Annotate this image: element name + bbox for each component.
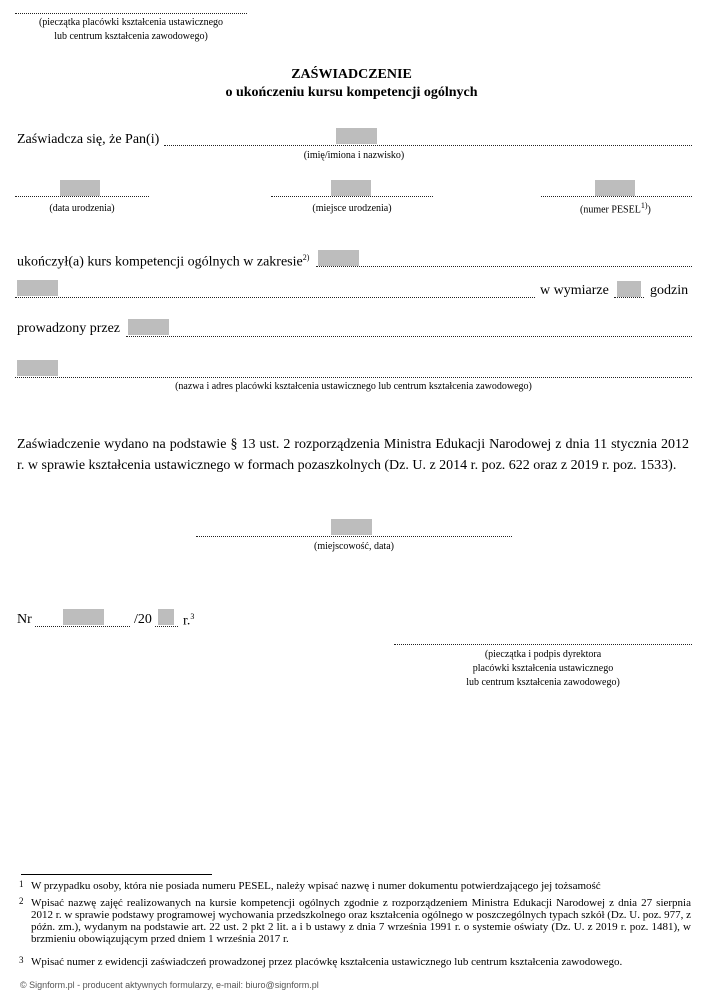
signature-line bbox=[394, 644, 692, 645]
pesel-field[interactable] bbox=[595, 180, 635, 196]
number-field[interactable] bbox=[63, 609, 104, 625]
pesel-caption bbox=[580, 201, 651, 215]
place-date-field[interactable] bbox=[331, 519, 372, 535]
institution-field[interactable] bbox=[17, 360, 58, 376]
place-date-line bbox=[196, 536, 512, 537]
run-by-label: prowadzony przez bbox=[17, 321, 121, 336]
pesel-caption-text: (numer PESEL bbox=[580, 204, 641, 216]
stamp-caption-line1: (pieczątka placówki kształcenia ustawicznego bbox=[38, 17, 224, 28]
birth-place-field[interactable] bbox=[331, 180, 371, 196]
course-scope-field-2[interactable] bbox=[17, 280, 58, 296]
footnote-1-number: 1 bbox=[19, 879, 24, 889]
birth-date-field[interactable] bbox=[60, 180, 100, 196]
person-caption: (imię/imiona i nazwisko) bbox=[303, 150, 405, 161]
legal-basis: Zaświadczenie wydano na podstawie § 13 ust. 2 rozporządzenia Ministra Edukacji Narodowej z dnia 11 stycznia 2012 r. w sprawie kształcenia ustawicznego w formach pozaszkolnych (Dz. U. z 2014 r. poz. 622 oraz z 2019 r. poz. 1533). bbox=[17, 437, 689, 473]
number-year-prefix: /20 bbox=[134, 612, 152, 627]
number-line bbox=[35, 626, 130, 627]
hours-suffix: godzin bbox=[650, 283, 689, 298]
course-prefix-text: ukończył(a) kurs kompetencji ogólnych w zakresie bbox=[17, 254, 303, 270]
document-title: ZAŚWIADCZENIE bbox=[291, 67, 412, 82]
birth-date-caption: (data urodzenia) bbox=[49, 203, 115, 214]
footer-text: © Signform.pl - producent aktywnych formularzy, e-mail: biuro@signform.pl bbox=[20, 980, 319, 990]
pesel-caption-close: ) bbox=[647, 204, 651, 216]
run-by-line bbox=[126, 336, 692, 337]
person-name-field[interactable] bbox=[336, 128, 377, 144]
stamp-caption bbox=[15, 16, 247, 44]
stamp-caption-line2: lub centrum kształcenia zawodowego) bbox=[54, 31, 208, 42]
hours-line bbox=[614, 297, 644, 298]
number-year-suffix-text: r. bbox=[183, 613, 191, 629]
footnote-1-text: W przypadku osoby, która nie posiada numeru PESEL, należy wpisać nazwę i numer dokumentu potwierdzającego jej tożsamość bbox=[31, 880, 601, 892]
person-prefix: Zaświadcza się, że Pan(i) bbox=[17, 132, 160, 147]
footnote-2-number: 2 bbox=[19, 896, 24, 906]
year-line bbox=[155, 626, 178, 627]
footnote-3-text: Wpisać numer z ewidencji zaświadczeń prowadzonej przez placówkę kształcenia ustawicznego lub centrum kształcenia zawodowego. bbox=[31, 956, 623, 968]
number-year-suffix-sup: 3 bbox=[190, 612, 195, 621]
course-scope-field[interactable] bbox=[318, 250, 359, 266]
stamp-line bbox=[15, 13, 247, 14]
number-label: Nr bbox=[17, 612, 32, 627]
course-scope-line bbox=[316, 266, 692, 267]
pesel-caption-sup: 1) bbox=[640, 201, 648, 210]
birth-place-caption: (miejsce urodzenia) bbox=[312, 203, 392, 214]
signature-caption bbox=[394, 648, 692, 690]
institution-line bbox=[15, 377, 692, 378]
number-year-suffix bbox=[183, 612, 194, 630]
course-prefix-sup: 2) bbox=[302, 253, 310, 262]
institution-caption: (nazwa i adres placówki kształcenia ustawicznego lub centrum kształcenia zawodowego) bbox=[175, 381, 532, 392]
hours-field[interactable] bbox=[617, 281, 641, 297]
course-scope-line-2 bbox=[15, 297, 535, 298]
signature-caption-line3: lub centrum kształcenia zawodowego) bbox=[466, 677, 620, 688]
person-name-line bbox=[164, 145, 692, 146]
place-date-caption: (miejscowość, data) bbox=[314, 541, 394, 552]
year-field[interactable] bbox=[158, 609, 174, 625]
footnote-separator bbox=[21, 874, 212, 875]
birth-date-line bbox=[15, 196, 149, 197]
run-by-field[interactable] bbox=[128, 319, 169, 335]
signature-caption-line1: (pieczątka i podpis dyrektora bbox=[484, 649, 602, 660]
signature-caption-line2: placówki kształcenia ustawicznego bbox=[472, 663, 614, 674]
course-prefix bbox=[17, 253, 309, 271]
footnote-2-text: Wpisać nazwę zajęć realizowanych na kursie kompetencji ogólnych zgodnie z rozporządzeniem Ministra Edukacji Narodowej z dnia 27 sierpnia 2012 r. w sprawie podstawy programowej wychowania przedszkolnego oraz kształcenia ogólnego w poszczególnych typach szkół (Dz. U. poz. 977, z późn. zm.), wydanym na podstawie art. 22 ust. 2 pkt 2 lit. a i b ustawy z dnia 7 września 1991 r. o systemie oświaty (Dz. U. z 2019 r. poz. 1481), w brzmieniu obowiązującym przed dniem 1 września 2017 r. bbox=[31, 897, 691, 945]
hours-prefix: w wymiarze bbox=[540, 283, 609, 298]
footnote-3-number: 3 bbox=[19, 955, 24, 965]
pesel-line bbox=[541, 196, 692, 197]
document-subtitle: o ukończeniu kursu kompetencji ogólnych bbox=[225, 85, 478, 100]
birth-place-line bbox=[271, 196, 433, 197]
